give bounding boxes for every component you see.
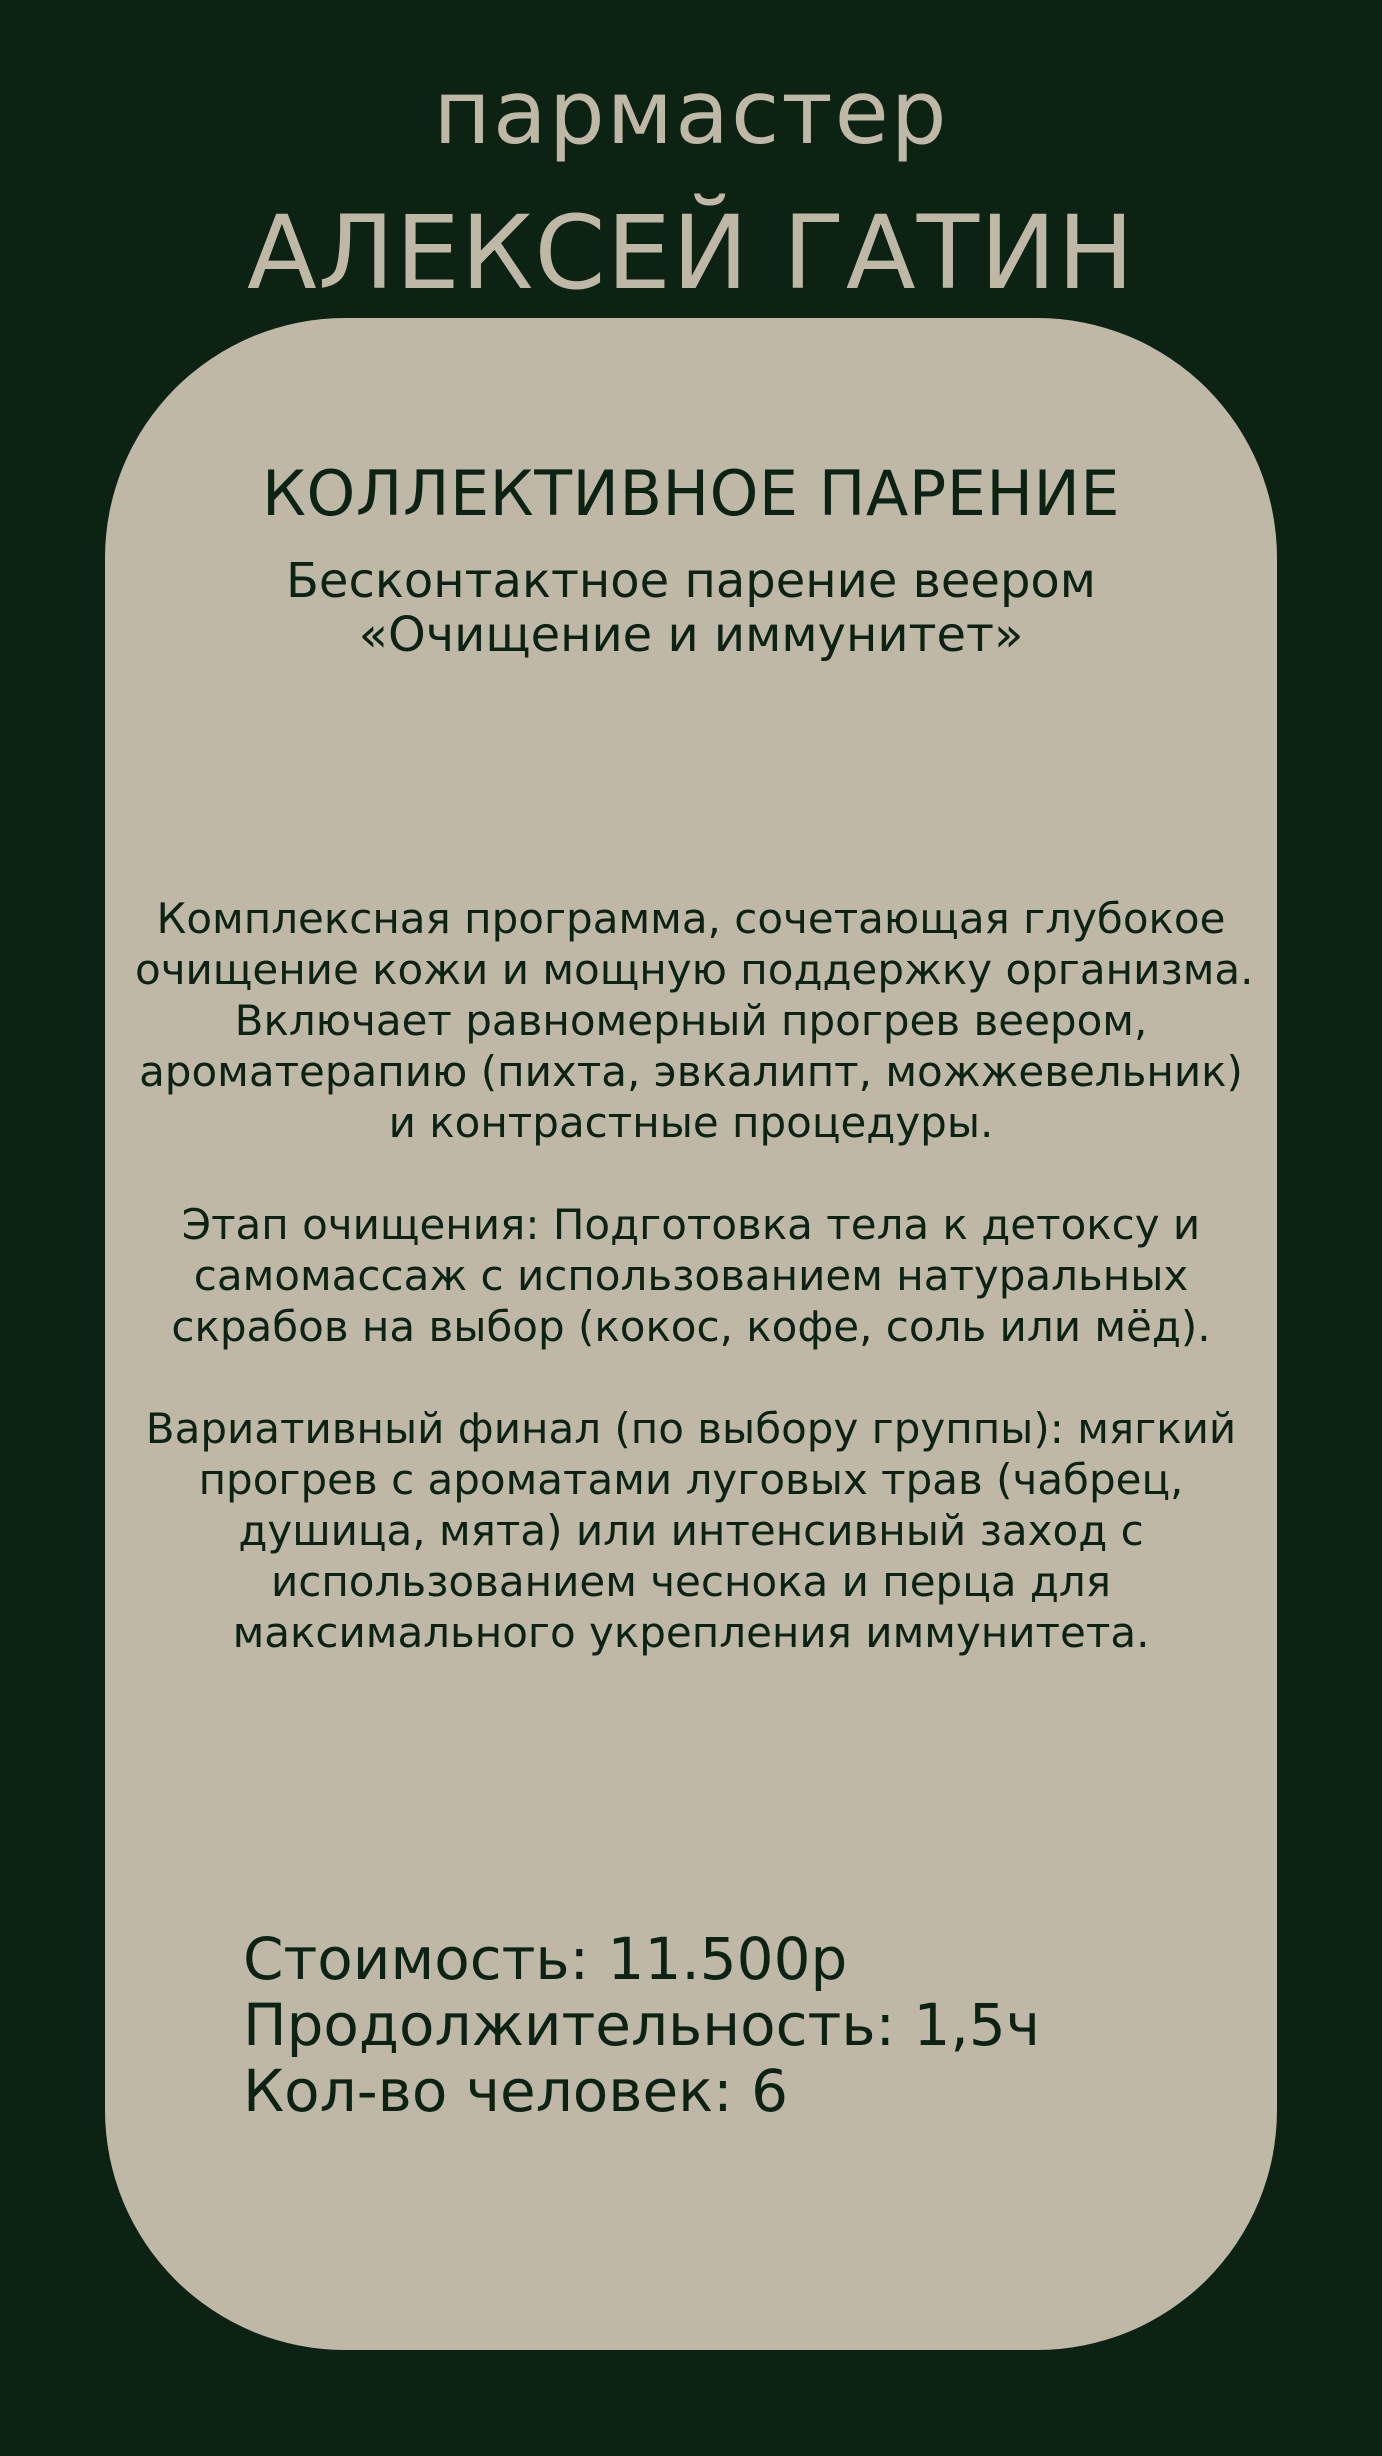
description-line: и контрастные процедуры. (388, 1098, 994, 1147)
master-label: пармастер (433, 61, 949, 164)
description-paragraph (135, 893, 1254, 1148)
program-details (243, 1926, 1040, 2124)
duration-text: Продолжительность: 1,5ч (243, 1991, 1040, 2059)
description-line: Вариативный финал (по выбору группы): мягкий (145, 1404, 1237, 1453)
program-subtitle (105, 554, 1277, 662)
description-line: очищение кожи и мощную поддержку организма. (135, 945, 1254, 994)
description-line: самомассаж с использованием натуральных (193, 1251, 1189, 1300)
description-line: использованием чеснока и перца для (270, 1557, 1112, 1606)
description-line: Этап очищения: Подготовка тела к детоксу и (181, 1200, 1201, 1249)
program-title: КОЛЛЕКТИВНОЕ ПАРЕНИЕ (261, 457, 1121, 530)
program-subtitle-line: Бесконтактное парение веером (285, 553, 1097, 609)
program-card (105, 318, 1277, 2350)
program-subtitle-line: «Очищение и иммунитет» (358, 607, 1024, 663)
description-paragraph (135, 1199, 1247, 1352)
description-line: ароматерапию (пихта, эвкалипт, можжевельник) (139, 1047, 1243, 1096)
master-name: АЛЕКСЕЙ ГАТИН (246, 194, 1136, 313)
description-line: скрабов на выбор (кокос, кофе, соль или мёд). (171, 1302, 1211, 1351)
description-paragraph (135, 1403, 1247, 1658)
price-text: Стоимость: 11.500р (243, 1925, 848, 1993)
description-line: прогрев с ароматами луговых трав (чабрец, (198, 1455, 1184, 1504)
description-line: Комплексная программа, сочетающая глубокое (156, 894, 1226, 943)
description-line: Включает равномерный прогрев веером, (234, 996, 1148, 1045)
description-line: душица, мята) или интенсивный заход с (238, 1506, 1144, 1555)
people-count-text: Кол-во человек: 6 (243, 2057, 789, 2125)
program-description (135, 893, 1254, 1709)
description-line: максимального укрепления иммунитета. (232, 1608, 1150, 1657)
